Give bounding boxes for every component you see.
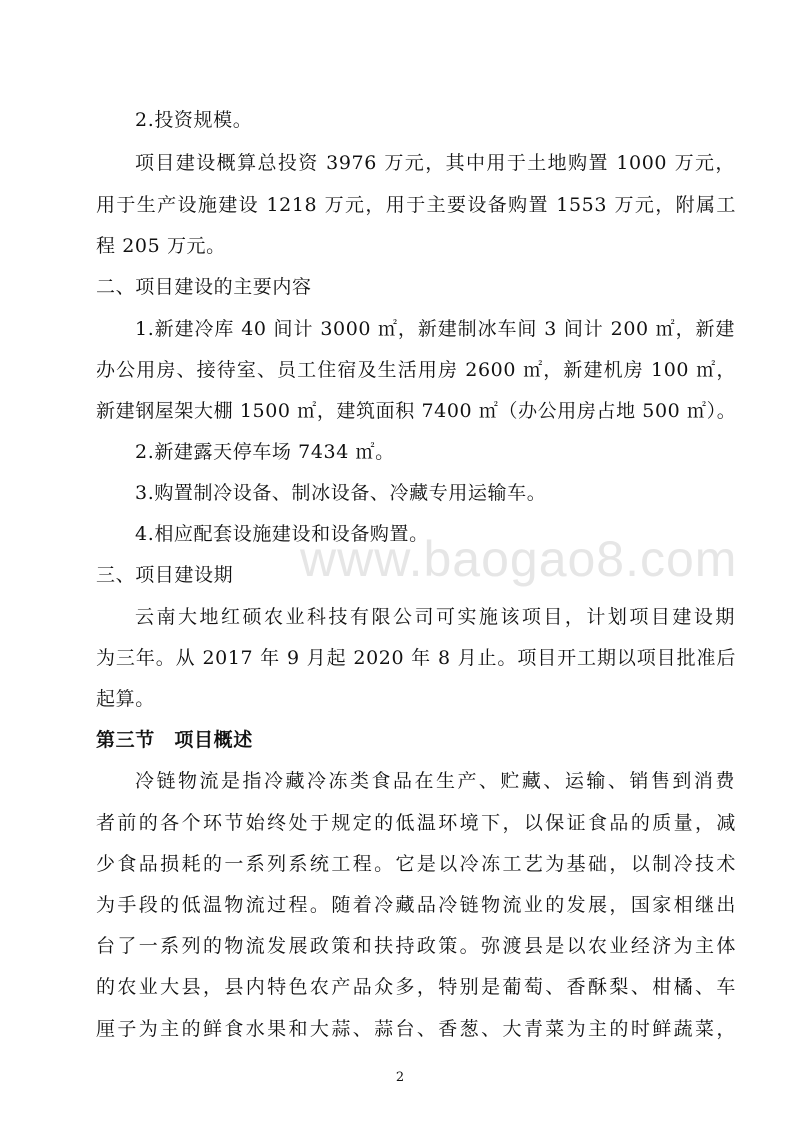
paragraph-line: 用于生产设施建设 1218 万元，用于主要设备购置 1553 万元，附属工: [96, 194, 736, 216]
paragraph-line: 厘子为主的鲜食水果和大蒜、蒜台、香葱、大青菜为主的时鲜蔬菜，: [96, 1018, 736, 1040]
paragraph-line: 少食品损耗的一系列系统工程。它是以冷冻工艺为基础，以制冷技术: [96, 853, 736, 875]
paragraph-line: 1.新建冷库 40 间计 3000 ㎡，新建制冰车间 3 间计 200 ㎡，新建: [135, 318, 735, 340]
section-heading-construction-period: 三、项目建设期: [96, 564, 234, 586]
page-number: 2: [395, 1070, 405, 1085]
paragraph-line: 程 205 万元。: [96, 235, 226, 257]
list-item: 2.新建露天停车场 7434 ㎡。: [135, 441, 395, 463]
paragraph-line: 新建钢屋架大棚 1500 ㎡，建筑面积 7400 ㎡（办公用房占地 500 ㎡）。: [96, 400, 737, 422]
list-item: 3.购置制冷设备、制冰设备、冷藏专用运输车。: [135, 482, 547, 504]
paragraph-line: 为手段的低温物流过程。随着冷藏品冷链物流业的发展，国家相继出: [96, 894, 736, 916]
paragraph-line: 办公用房、接待室、员工住宿及生活用房 2600 ㎡，新建机房 100 ㎡，: [96, 359, 736, 381]
investment-scale-heading: 2.投资规模。: [135, 109, 253, 131]
section-heading-project-overview: 第三节 项目概述: [96, 729, 253, 751]
list-item: 4.相应配套设施建设和设备购置。: [135, 523, 429, 545]
paragraph-line: 者前的各个环节始终处于规定的低温环境下，以保证食品的质量，减: [96, 812, 736, 834]
paragraph-line: 的农业大县，县内特色农产品众多，特别是葡萄、香酥梨、柑橘、车: [96, 976, 736, 998]
paragraph-line: 项目建设概算总投资 3976 万元，其中用于土地购置 1000 万元，: [135, 152, 735, 174]
watermark: www.baogao8.com: [300, 531, 738, 587]
section-heading-main-content: 二、项目建设的主要内容: [96, 276, 312, 298]
paragraph-line: 冷链物流是指冷藏冷冻类食品在生产、贮藏、运输、销售到消费: [135, 770, 735, 792]
paragraph-line: 为三年。从 2017 年 9 月起 2020 年 8 月止。项目开工期以项目批准后: [96, 647, 736, 669]
paragraph-line: 台了一系列的物流发展政策和扶持政策。弥渡县是以农业经济为主体: [96, 935, 736, 957]
paragraph-line: 云南大地红硕农业科技有限公司可实施该项目，计划项目建设期: [135, 606, 735, 628]
paragraph-line: 起算。: [96, 688, 155, 710]
